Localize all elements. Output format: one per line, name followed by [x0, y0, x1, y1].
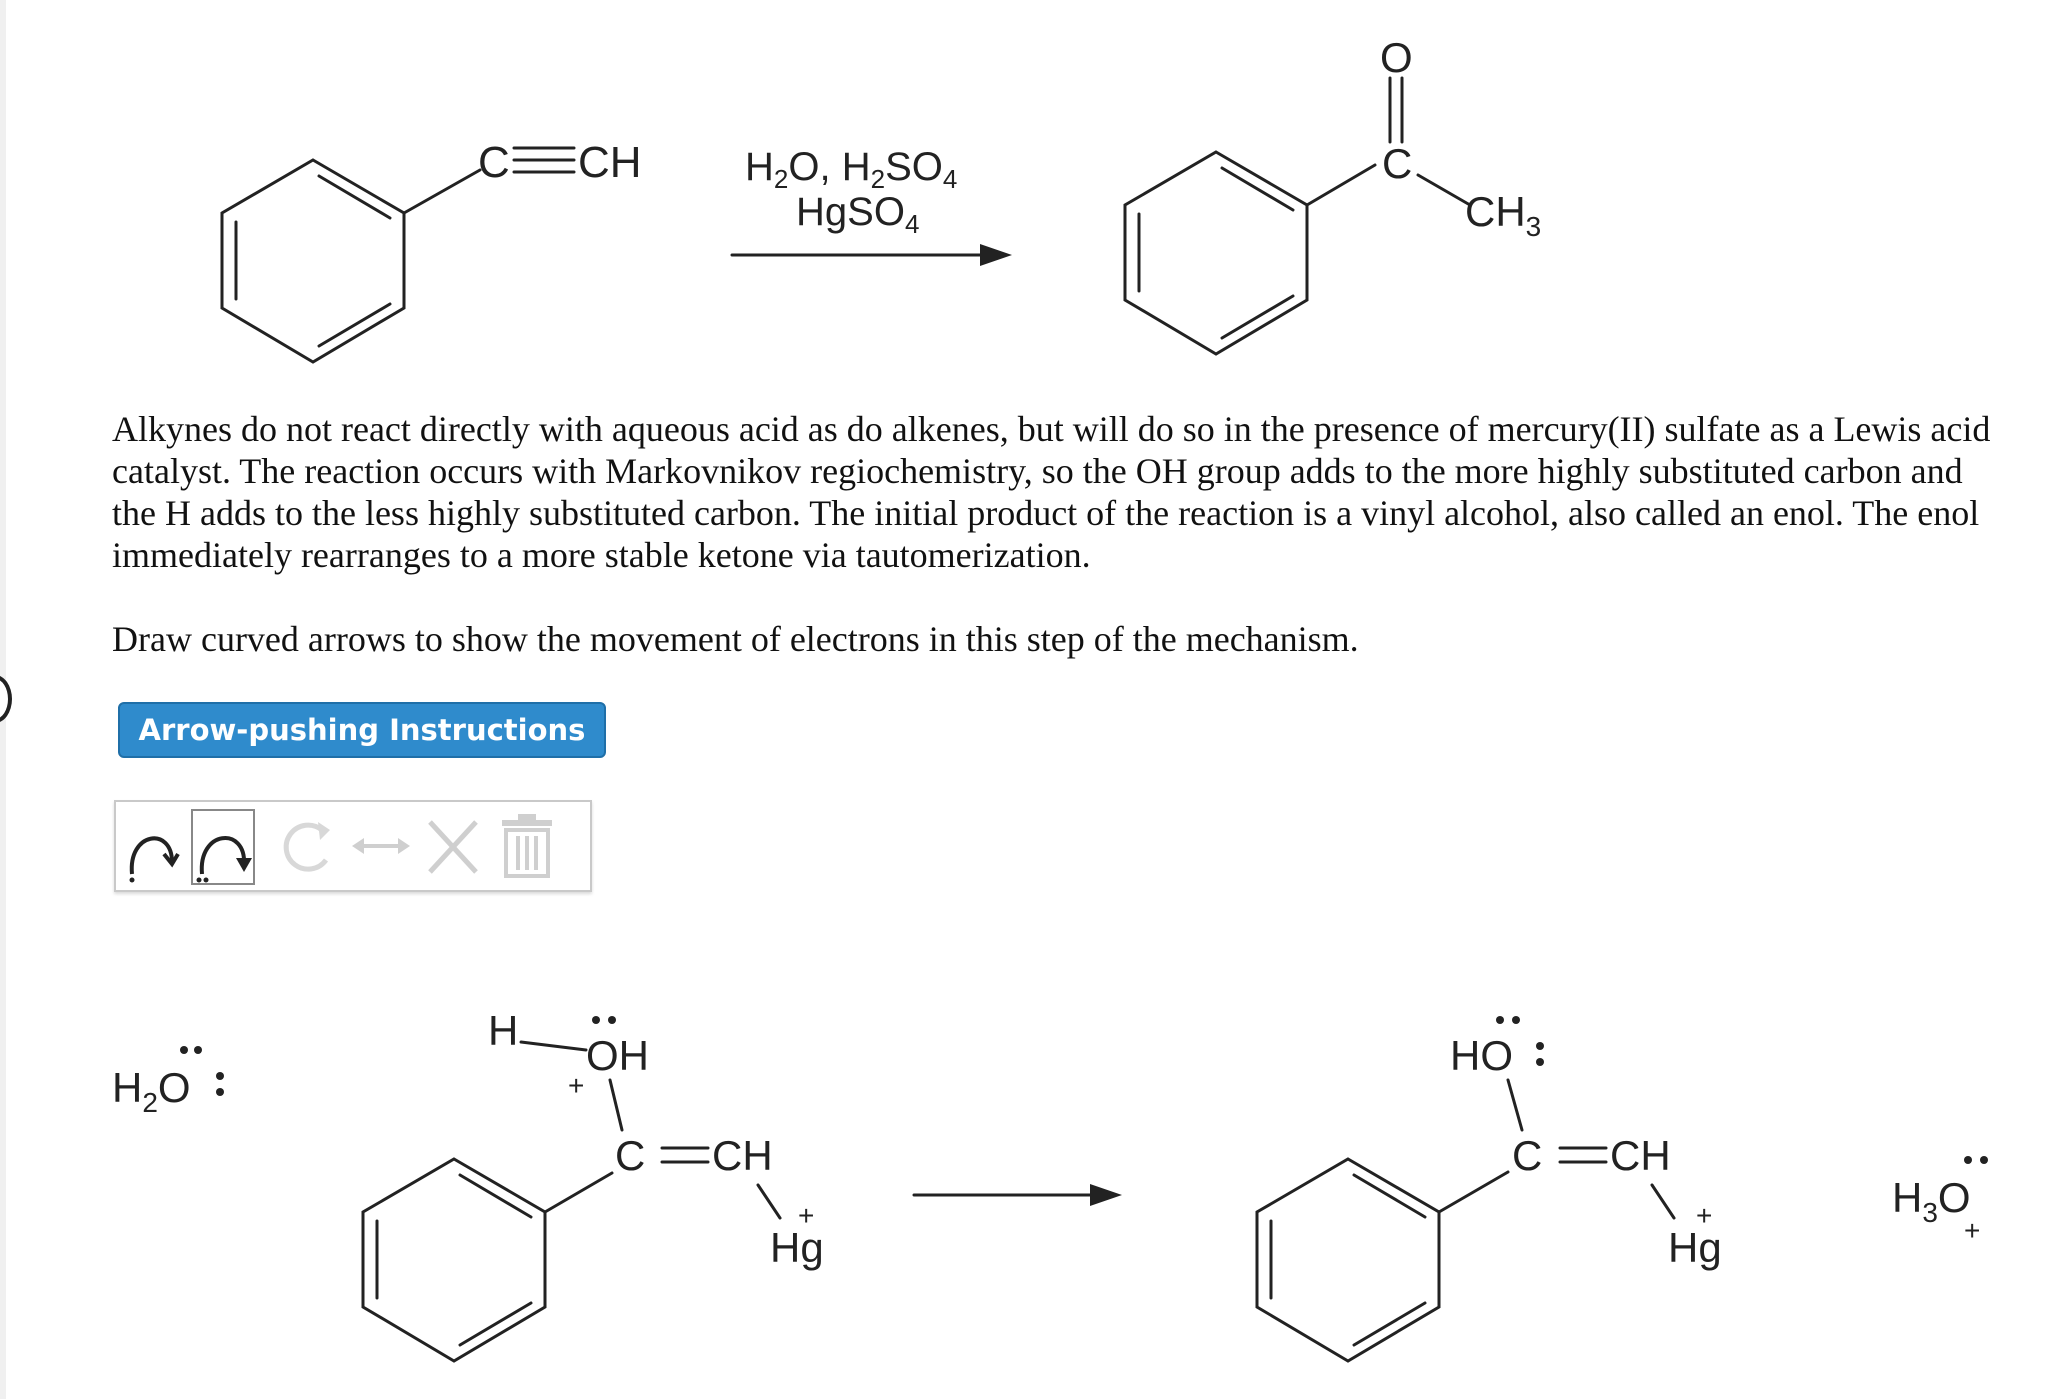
enol-hydroxyl[interactable]: HO	[1450, 1032, 1513, 1079]
mercury-right[interactable]: Hg	[1668, 1224, 1722, 1271]
arrow-pushing-instructions-button[interactable]: Arrow-pushing Instructions	[118, 702, 606, 758]
oxonium-charge: +	[568, 1070, 585, 1101]
product-carbonyl-carbon: C	[1382, 140, 1413, 187]
reagents-line-2: HgSO$_4$	[796, 190, 920, 239]
hydronium-charge: +	[1964, 1215, 1981, 1246]
benzene-ring-reactant	[222, 160, 404, 362]
benzene-ring-intermediate-left	[363, 1159, 545, 1361]
top-reaction-arrowhead	[980, 244, 1012, 266]
bond-ring-alkyne	[404, 170, 480, 213]
oxonium-group[interactable]: OH	[586, 1032, 649, 1079]
trash-icon	[494, 808, 560, 886]
mercury-left[interactable]: Hg	[770, 1224, 824, 1271]
single-electron-arrow-tool[interactable]	[120, 808, 186, 886]
resonance-arrow-icon	[348, 808, 414, 886]
electron-pair-arrow-tool[interactable]	[190, 808, 256, 886]
delete-tool[interactable]	[420, 808, 486, 886]
single-electron-arrow-icon	[120, 808, 186, 886]
clear-all-tool[interactable]	[494, 808, 560, 886]
hydronium-ion[interactable]: $H_3O$	[1892, 1174, 1971, 1228]
bond-ring-carbonyl	[1307, 165, 1375, 205]
vinyl-ch-right[interactable]: CH	[1610, 1132, 1671, 1179]
bond-oxygen-carbon-right	[1508, 1080, 1522, 1130]
task-prompt: Draw curved arrows to show the movement of electrons in this step of the mechanism.	[112, 619, 1359, 659]
oxonium-lone-pair	[592, 1016, 616, 1024]
mechanism-arrowhead	[1090, 1184, 1122, 1206]
mercury-left-charge: +	[798, 1200, 815, 1231]
benzene-ring-intermediate-right	[1257, 1159, 1439, 1361]
resonance-arrow-tool[interactable]	[348, 808, 414, 886]
vinyl-carbon-left[interactable]: C	[615, 1132, 646, 1179]
reactant-alkyne-carbon: C	[478, 138, 510, 187]
reagents-line-1: $H_2O$, $H_2SO_4$	[745, 145, 958, 194]
undo-icon	[276, 808, 342, 886]
benzene-ring-product	[1125, 152, 1307, 354]
product-methyl-group: $CH_3$	[1465, 188, 1542, 242]
undo-tool[interactable]	[276, 808, 342, 886]
bond-carbon-mercury-left	[758, 1185, 780, 1218]
electron-pair-arrow-icon	[190, 808, 256, 886]
bond-oxygen-carbon-left	[610, 1080, 622, 1130]
hydronium-lone-pair	[1964, 1156, 1988, 1164]
water-molecule[interactable]: $H_2O$	[112, 1064, 191, 1118]
bond-ring-vinyl-left	[545, 1173, 612, 1212]
delete-icon	[420, 808, 486, 886]
mercury-right-charge: +	[1696, 1200, 1713, 1231]
vinyl-ch-left[interactable]: CH	[712, 1132, 773, 1179]
bond-h-oxygen	[521, 1042, 586, 1050]
arrow-toolbar	[114, 800, 592, 892]
reactant-alkyne-ch: CH	[578, 138, 642, 187]
product-carbonyl-oxygen: O	[1380, 34, 1413, 81]
explanation-paragraph: Alkynes do not react directly with aqueous acid as do alkenes, but will do so in the presence of mercury(II) sulfate as a Lewis acid catalyst. The reaction occurs with Markovnikov regiochemistry, so the OH group adds to the more highly substituted carbon and the H adds to the less highly substituted carbon. The initial product of the reaction is a vinyl alcohol, also called an enol. The enol immediately rearranges to a more stable ketone via tautomerization.	[112, 409, 1991, 575]
bond-carbon-mercury-right	[1652, 1185, 1674, 1218]
vinyl-carbon-right[interactable]: C	[1512, 1132, 1543, 1179]
triple-bond	[514, 148, 574, 172]
bond-ring-vinyl-right	[1439, 1172, 1508, 1212]
protonated-hydrogen[interactable]: H	[488, 1007, 519, 1054]
bond-carbonyl-methyl	[1418, 175, 1470, 205]
